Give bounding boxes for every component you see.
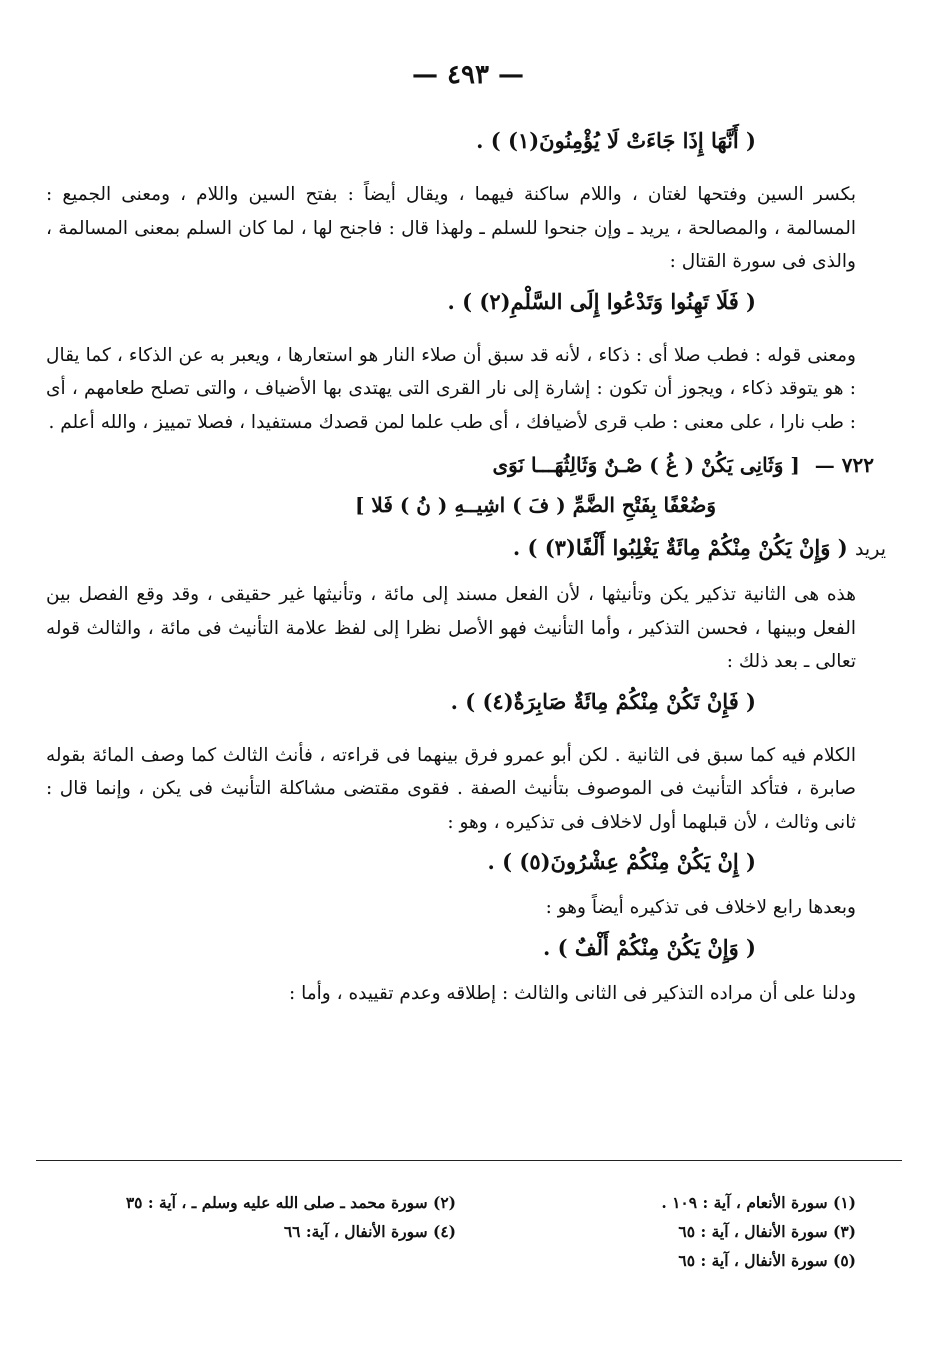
poem-number: ٧٢٢ — [814,453,874,477]
main-text [46,118,886,1010]
footnote-divider [36,1160,902,1161]
footnote-4: (٤) سورة الأنفال ، آية: ٦٦ [283,1222,456,1241]
footnotes [76,1188,856,1275]
paragraph-6: وبعدها رابع لاخلاف فى تذكيره أيضاً وهو : [545,897,856,918]
paragraph-7: ودلنا على أن مراده التذكير فى الثانى والثالث : إطلاقه وعدم تقييده ، وأما : [288,982,856,1004]
quran-verse-4: ( فَإِنْ تَكُنْ مِنْكُمْ مِائَةٌ صَابِرَةٌ(٤) ) . [450,688,756,714]
paragraph-1: بكسر السين وفتحها لغتان ، واللام ساكنة فيهما ، ويقال أيضاً : بفتح السين واللام ، ومعنى الجميع : المسالمة ، والمصالحة ، يريد ـ وإن جنحوا للسلم ـ ولهذا قال : فاجنح لها ، لما كان السلم بمعنى المسالمة ، والذى فى سورة القتال : [46,184,856,272]
quran-verse-6: ( وَإِنْ يَكُنْ مِنْكُمْ أَلْفٌ ) . [542,934,756,960]
paragraph-3-intro: يريد [854,538,886,560]
paragraph-2: ومعنى قوله : فطب صلا أى : ذكاء ، لأنه قد سبق أن صلاء النار هو استعارها ، ويعبر به عن الذكاء ، كما يقال : هو يتوقد ذكاء ، ويجوز أن تكون : إشارة إلى نار القرى التى يهتدى بها الأضياف ، والتى تصلح طعامهم ، أى : طب نارا ، على معنى : طب قرى لأضيافك ، أى طب علما لمن قصدك مستفيدا ، فصلا تمييز ، والله أعلم . [46,344,856,433]
quran-verse-5: ( إِنْ يَكُنْ مِنْكُمْ عِشْرُونَ(٥) ) . [487,849,756,874]
footnote-3: (٣) سورة الأنفال ، آية : ٦٥ [678,1222,856,1241]
paragraph-4: هذه هى الثانية تذكير يكن وتأنيثها ، لأن الفعل مسند إلى مائة ، وتأنيثها غير حقيقى ، وقد وقع الفصل بين الفعل وبينها ، فحسن التذكير ، وأما التأنيث فهو الأصل نظرا إلى لفظ علامة التأنيث فى مائة ، والثالث قوله تعالى ـ بعد ذلك : [46,584,856,672]
poem-line-2: وَضُعْفًا بِفَتْحِ الضَّمِّ ( فَ ) اشِيــهِ ( نُ ) فَلا ] [354,493,716,517]
footnote-row-1 [76,1188,856,1217]
footnote-row-2 [76,1217,856,1246]
footnote-1: (١) سورة الأنعام ، آية : ١٠٩ . [661,1193,856,1212]
footnote-empty [76,1246,456,1275]
poem-stanza [46,445,886,525]
footnote-5: (٥) سورة الأنفال ، آية : ٦٥ [678,1251,856,1270]
poem-line-1-text: [ وَثَانِى يَكُنْ ( غُ ) صْـنٌ وَثَالِثُهَـــا نَوَى [492,453,800,477]
page-number: — ٤٩٣ — [411,60,525,90]
footnote-2: (٢) سورة محمد ـ صلى الله عليه وسلم ـ ، آية : ٣٥ [125,1193,456,1212]
quran-verse-3: ( وَإِنْ يَكُنْ مِنْكُمْ مِائَةٌ يَغْلِبُوا أَلْفًا(٣) ) . [512,535,848,560]
quran-verse-2: ( فَلَا تَهِنُوا وَتَدْعُوا إِلَى السَّلْمِ(٢) ) . [447,288,756,314]
poem-line-1 [46,445,886,485]
footnote-row-3 [76,1246,856,1275]
verse-3-line [46,529,886,568]
quran-verse-1: ( أَنَّهَا إِذَا جَاءَتْ لَا يُؤْمِنُونَ(١) ) . [476,128,756,153]
paragraph-5: الكلام فيه كما سبق فى الثانية . لكن أبو عمرو فرق بينهما فى قراءته ، فأنث الثالث كما وصف المائة بقوله صابرة ، فتأكد التأنيث فى الموصوف بتأنيث الصفة . فقوى مقتضى مشاكلة التأنيث فى يكن ، وإنما قال : ثانى وثالث ، لأن قبلهما أول لاخلاف فى تذكيره ، وهو : [46,744,856,833]
